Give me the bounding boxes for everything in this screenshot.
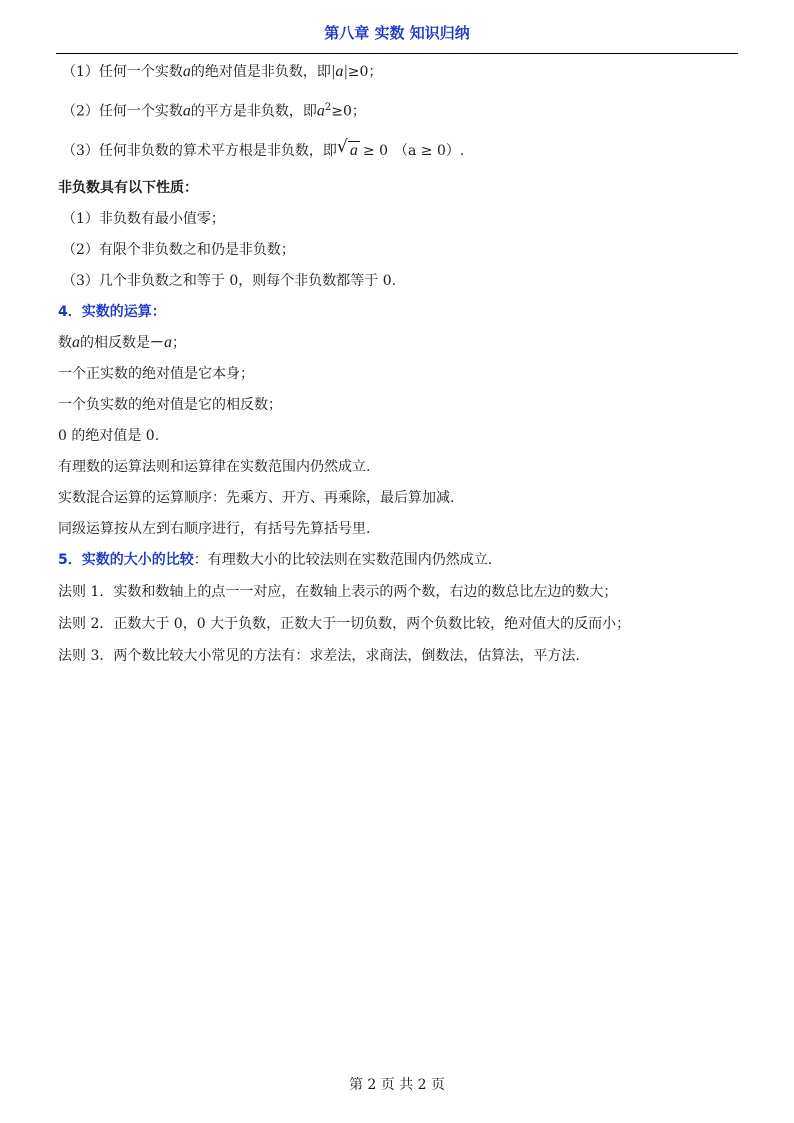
compare-rule: 法则 2．正数大于 0，0 大于负数，正数大于一切负数，两个负数比较，绝对值大的反而小； [58, 616, 631, 632]
ops-line: 一个负实数的绝对值是它的相反数； [58, 397, 282, 413]
ops-line: 同级运算按从左到右顺序进行，有括号先算括号里. [58, 521, 371, 537]
text: ≥0； [347, 64, 383, 80]
text: 的平方是非负数，即 [190, 103, 317, 120]
text: ≥0； [331, 103, 366, 120]
math-var: a [182, 63, 191, 80]
text: （2）任何一个实数 [62, 103, 183, 120]
math-var: a [182, 102, 191, 120]
ops-line: 有理数的运算法则和运算律在实数范围内仍然成立. [58, 459, 371, 475]
math-var: a [349, 142, 358, 159]
section-5-heading: 5．实数的大小的比较 [58, 552, 194, 568]
text: ； [172, 335, 186, 351]
section-5-line [58, 550, 492, 570]
text: （1）任何一个实数 [62, 64, 183, 80]
text: 的相反数是 [80, 335, 150, 351]
math-ge: ≥ 0 [362, 143, 388, 159]
sqrt-expression [336, 137, 360, 161]
math-square: a [316, 102, 325, 120]
nonneg-line-2 [62, 98, 366, 122]
compare-rule: 法则 1．实数和数轴上的点一一对应，在数轴上表示的两个数，右边的数总比左边的数大； [58, 584, 618, 600]
page-number: 第 2 页 共 2 页 [348, 1077, 446, 1093]
math-var: a [164, 334, 172, 351]
page-header-title: 第八章 实数 知识归纳 [324, 24, 470, 42]
exponent: 2 [324, 102, 332, 113]
header-divider [56, 53, 738, 54]
property-item: （2）有限个非负数之和仍是非负数； [62, 242, 295, 258]
nonneg-line-1 [62, 62, 382, 82]
ops-line: 一个正实数的绝对值是它本身； [58, 366, 254, 382]
radical-sign: √ [336, 137, 348, 157]
text: （3）任何非负数的算术平方根是非负数，即 [62, 143, 337, 159]
text: 数 [58, 335, 72, 351]
ops-line: 实数混合运算的运算顺序：先乘方、开方、再乘除，最后算加减. [58, 490, 455, 506]
property-item: （1）非负数有最小值零； [62, 211, 225, 227]
properties-heading: 非负数具有以下性质： [58, 180, 198, 196]
nonneg-line-3 [62, 137, 465, 161]
property-item: （3）几个非负数之和等于 0，则每个非负数都等于 0. [62, 273, 397, 289]
math-var: a [72, 334, 80, 351]
condition: （a ≥ 0）. [394, 143, 465, 159]
ops-line: 0 的绝对值是 0. [58, 428, 160, 444]
section-5-text: ：有理数大小的比较法则在实数范围内仍然成立. [193, 552, 493, 568]
section-4-heading: 4．实数的运算： [58, 304, 166, 320]
minus-sign: － [150, 335, 164, 351]
opposite-line [58, 333, 186, 353]
compare-rule: 法则 3．两个数比较大小常见的方法有：求差法，求商法，倒数法，估算法，平方法. [58, 648, 580, 664]
text: 的绝对值是非负数，即 [190, 64, 331, 80]
math-abs: |a| [330, 63, 348, 80]
